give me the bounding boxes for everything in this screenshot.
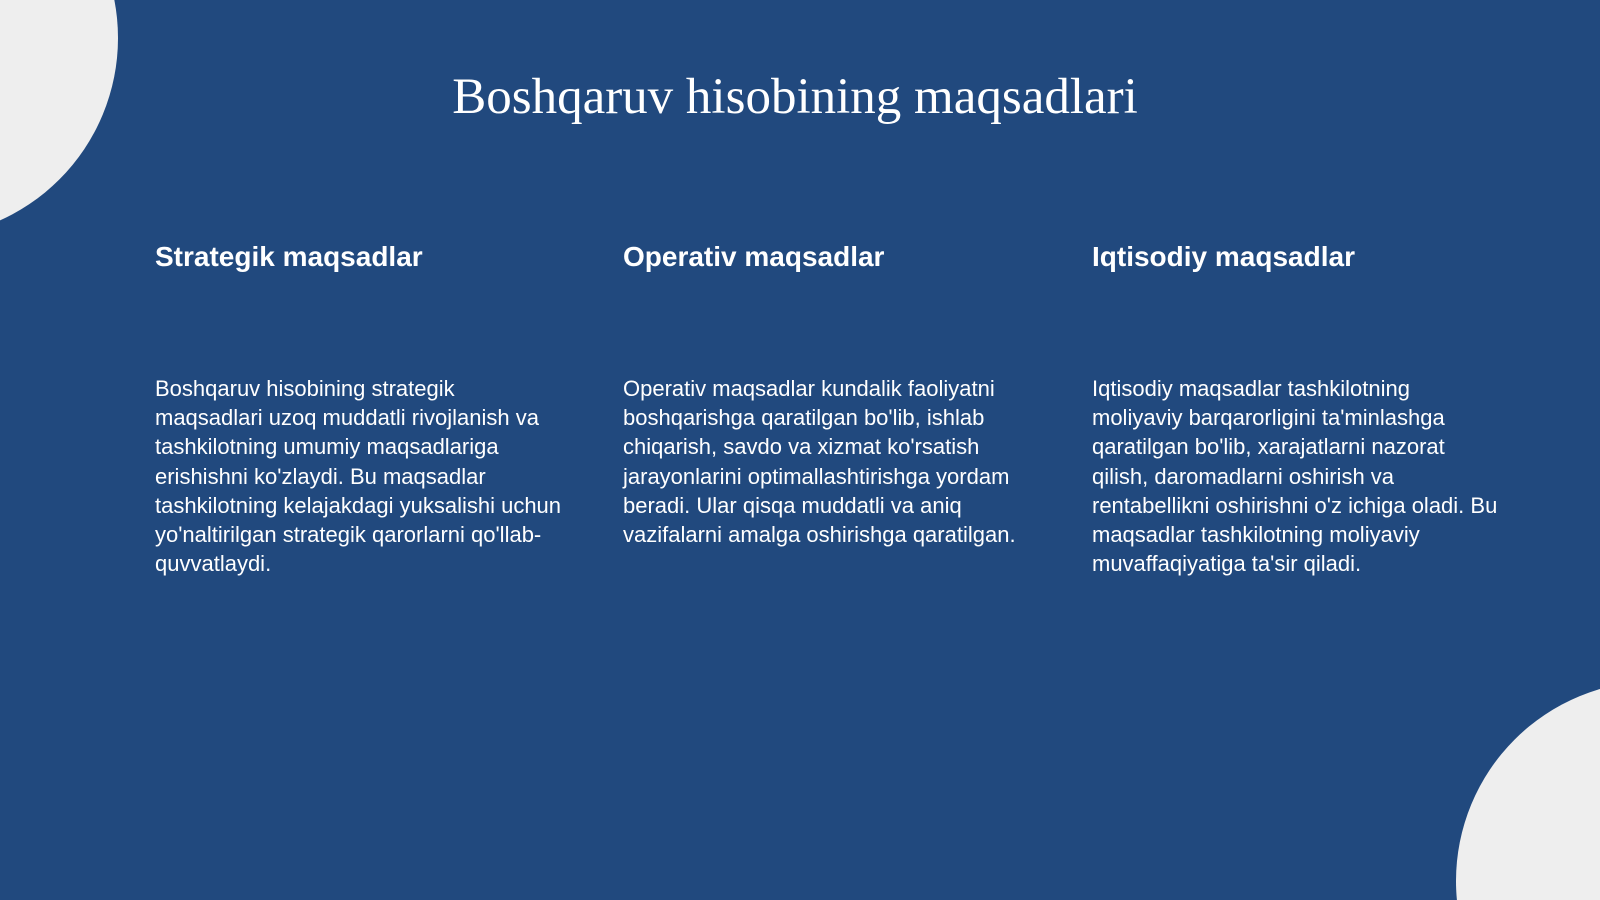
column-body: Operativ maqsadlar kundalik faoliyatni boshqarishga qaratilgan bo'lib, ishlab chiqarish, savdo va xizmat ko'rsatish jarayonlarini optimallashtirishga yordam beradi. Ular qisqa muddatli va aniq vazifalarni amalga oshirishga qaratilgan. — [623, 376, 1016, 548]
column-heading: Iqtisodiy maqsadlar — [1092, 241, 1355, 272]
decorative-corner-circle-bottom-right — [1456, 681, 1600, 900]
column-strategic — [155, 237, 565, 577]
slide-title: Boshqaruv hisobining maqsadlari — [452, 69, 1138, 125]
column-heading: Operativ maqsadlar — [623, 241, 885, 272]
column-heading: Strategik maqsadlar — [155, 241, 423, 272]
column-body: Iqtisodiy maqsadlar tashkilotning moliyaviy barqarorligini ta'minlashga qaratilgan bo'lib, xarajatlarni nazorat qilish, daromadlarni oshirish va rentabellikni oshirishni o'z ichiga oladi. Bu maqsadlar tashkilotning moliyaviy muvaffaqiyatiga ta'sir qiladi. — [1092, 376, 1498, 577]
column-operative — [623, 237, 1033, 548]
column-body: Boshqaruv hisobining strategik maqsadlari uzoq muddatli rivojlanish va tashkilotning umumiy maqsadlariga erishishni ko'zlaydi. Bu maqsadlar tashkilotning kelajakdagi yuksalishi uchun yo'naltirilgan strategik qarorlarni qo'llab-quvvatlaydi. — [155, 376, 562, 577]
column-economic — [1092, 237, 1502, 577]
